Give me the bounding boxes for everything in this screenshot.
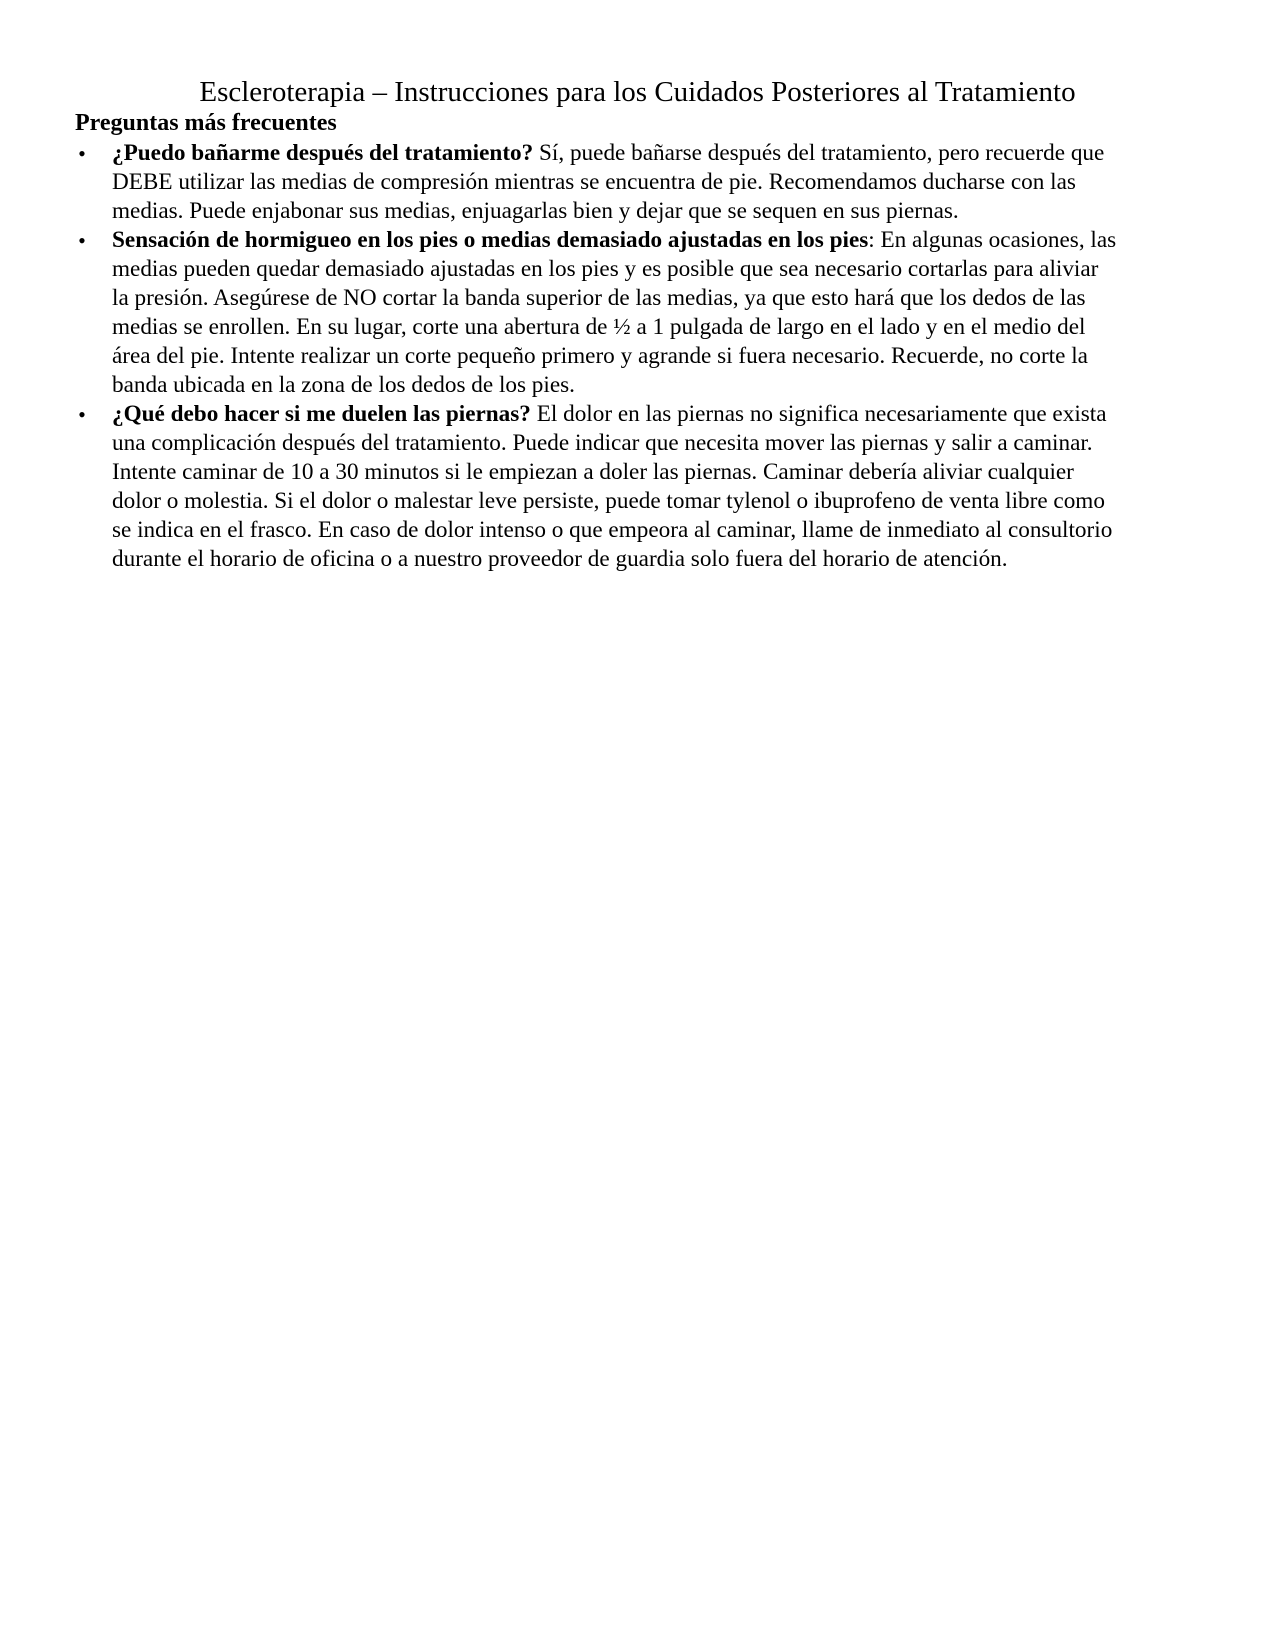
faq-list [0, 139, 1275, 574]
document-title: Escleroterapia – Instrucciones para los Cuidados Posteriores al Tratamiento [199, 76, 1076, 108]
faq-item-text [112, 400, 1204, 574]
faq-answer-start: : En algunas ocasiones, las [868, 227, 1117, 253]
faq-answer-line: se indica en el frasco. En caso de dolor intenso o que empeora al caminar, llame de inmediato al consultorio [112, 517, 1113, 543]
faq-answer-line: durante el horario de oficina o a nuestro proveedor de guardia solo fuera del horario de atención. [112, 546, 1008, 572]
faq-question: ¿Qué debo hacer si me duelen las piernas? [112, 401, 531, 427]
faq-item [0, 400, 1204, 574]
bullet-icon: • [78, 228, 86, 253]
faq-answer-line: la presión. Asegúrese de NO cortar la banda superior de las medias, ya que esto hará que los dedos de las [112, 285, 1086, 311]
faq-answer-line: área del pie. Intente realizar un corte pequeño primero y agrande si fuera necesario. Recuerde, no corte la [112, 343, 1088, 369]
faq-item-line [112, 139, 1204, 168]
faq-answer-start: El dolor en las piernas no significa necesariamente que exista [530, 401, 1107, 427]
faq-heading: Preguntas más frecuentes [75, 110, 337, 136]
faq-answer-line: banda ubicada en la zona de los dedos de los pies. [112, 372, 575, 398]
faq-item [0, 226, 1204, 400]
faq-item-text [112, 139, 1204, 226]
faq-answer-line: medias. Puede enjabonar sus medias, enjuagarlas bien y dejar que se sequen en sus piernas. [112, 198, 959, 224]
bullet-icon: • [78, 402, 86, 427]
faq-answer-line: medias pueden quedar demasiado ajustadas en los pies y es posible que sea necesario cortarlas para aliviar [112, 256, 1099, 282]
faq-answer-line: Intente caminar de 10 a 30 minutos si le empiezan a doler las piernas. Caminar debería aliviar cualquier [112, 459, 1074, 485]
faq-answer-line: medias se enrollen. En su lugar, corte una abertura de ½ a 1 pulgada de largo en el lado y en el medio del [112, 314, 1086, 340]
faq-item-line [112, 400, 1204, 429]
faq-answer-line: dolor o molestia. Si el dolor o malestar leve persiste, puede tomar tylenol o ibuprofeno de venta libre como [112, 488, 1105, 514]
faq-answer-start: Sí, puede bañarse después del tratamiento, pero recuerde que [533, 140, 1105, 166]
faq-answer-line: DEBE utilizar las medias de compresión mientras se encuentra de pie. Recomendamos ducharse con las [112, 169, 1076, 195]
faq-answer-line: una complicación después del tratamiento. Puede indicar que necesita mover las piernas y salir a caminar. [112, 430, 1093, 456]
faq-item-text [112, 226, 1204, 400]
faq-item [0, 139, 1204, 226]
faq-item-line [112, 226, 1204, 255]
faq-question: ¿Puedo bañarme después del tratamiento? [112, 140, 534, 166]
bullet-icon: • [78, 141, 86, 166]
faq-question: Sensación de hormigueo en los pies o medias demasiado ajustadas en los pies [112, 227, 869, 253]
